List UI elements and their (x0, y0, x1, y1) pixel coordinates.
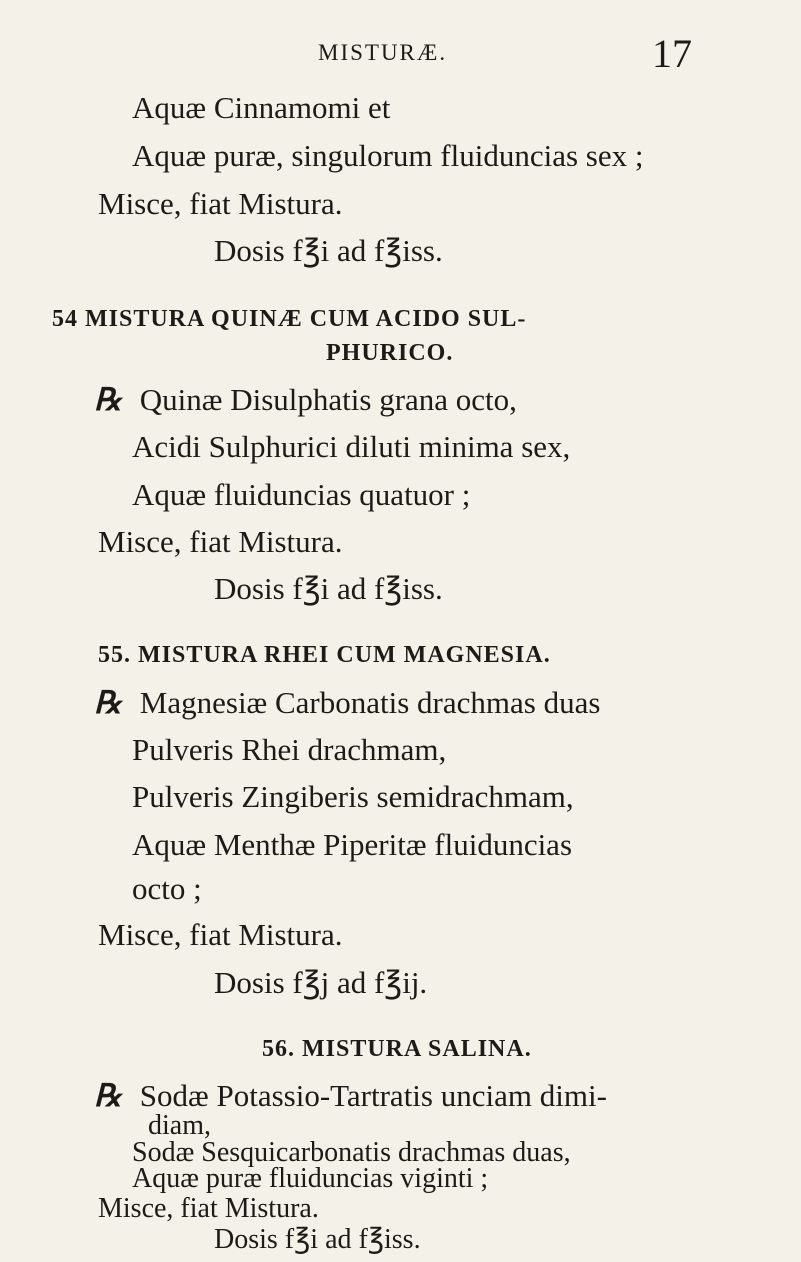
ingredient-line: Pulveris Rhei drachmam, (132, 732, 447, 767)
ingredient-line (94, 687, 600, 718)
page-number: 17 (652, 31, 692, 76)
ingredient-line: Pulveris Zingiberis semidrachmam, (132, 779, 574, 814)
text-line: Misce, fiat Mistura. (98, 186, 343, 221)
rx-symbol: ℞ (94, 1078, 122, 1113)
recipe-title: 55. MISTURA RHEI CUM MAGNESIA. (98, 642, 551, 668)
recipe-title: PHURICO. (326, 340, 454, 366)
ingredient-text: Magnesiæ Carbonatis drachmas duas (139, 685, 601, 720)
ingredient-line: Aquæ fluiduncias quatuor ; (132, 477, 471, 512)
rx-symbol: ℞ (94, 382, 122, 417)
running-head: MISTURÆ. (318, 40, 448, 65)
dosage-line: Dosis f℥i ad f℥iss. (214, 1224, 421, 1255)
text-line: Misce, fiat Mistura. (98, 1193, 319, 1224)
ingredient-line: Aquæ puræ fluiduncias viginti ; (132, 1163, 489, 1194)
ingredient-text: Quinæ Disulphatis grana octo, (139, 382, 517, 417)
text-line: Misce, fiat Mistura. (98, 524, 343, 559)
rx-symbol: ℞ (94, 685, 122, 720)
ingredient-text: Sodæ Potassio-Tartratis unciam dimi- (139, 1078, 607, 1113)
ingredient-line: Acidi Sulphurici diluti minima sex, (132, 429, 571, 464)
ingredient-line (94, 384, 517, 415)
ingredient-line: Aquæ Menthæ Piperitæ fluiduncias (132, 827, 573, 862)
ingredient-line: octo ; (132, 871, 202, 906)
ingredient-line (94, 1080, 607, 1111)
ingredient-line: Sodæ Sesquicarbonatis drachmas duas, (132, 1137, 571, 1168)
recipe-title: 56. MISTURA SALINA. (262, 1036, 532, 1062)
text-line: Aquæ Cinnamomi et (132, 90, 391, 125)
dosage-line: Dosis f℥i ad f℥iss. (214, 233, 443, 268)
recipe-title: 54 MISTURA QUINÆ CUM ACIDO SUL- (52, 306, 527, 332)
dosage-line: Dosis f℥i ad f℥iss. (214, 571, 443, 606)
dosage-line: Dosis f℥j ad f℥ij. (214, 965, 428, 1000)
text-line: Aquæ puræ, singulorum fluiduncias sex ; (132, 138, 644, 173)
text-line: Misce, fiat Mistura. (98, 917, 343, 952)
ingredient-line: diam, (148, 1110, 211, 1141)
